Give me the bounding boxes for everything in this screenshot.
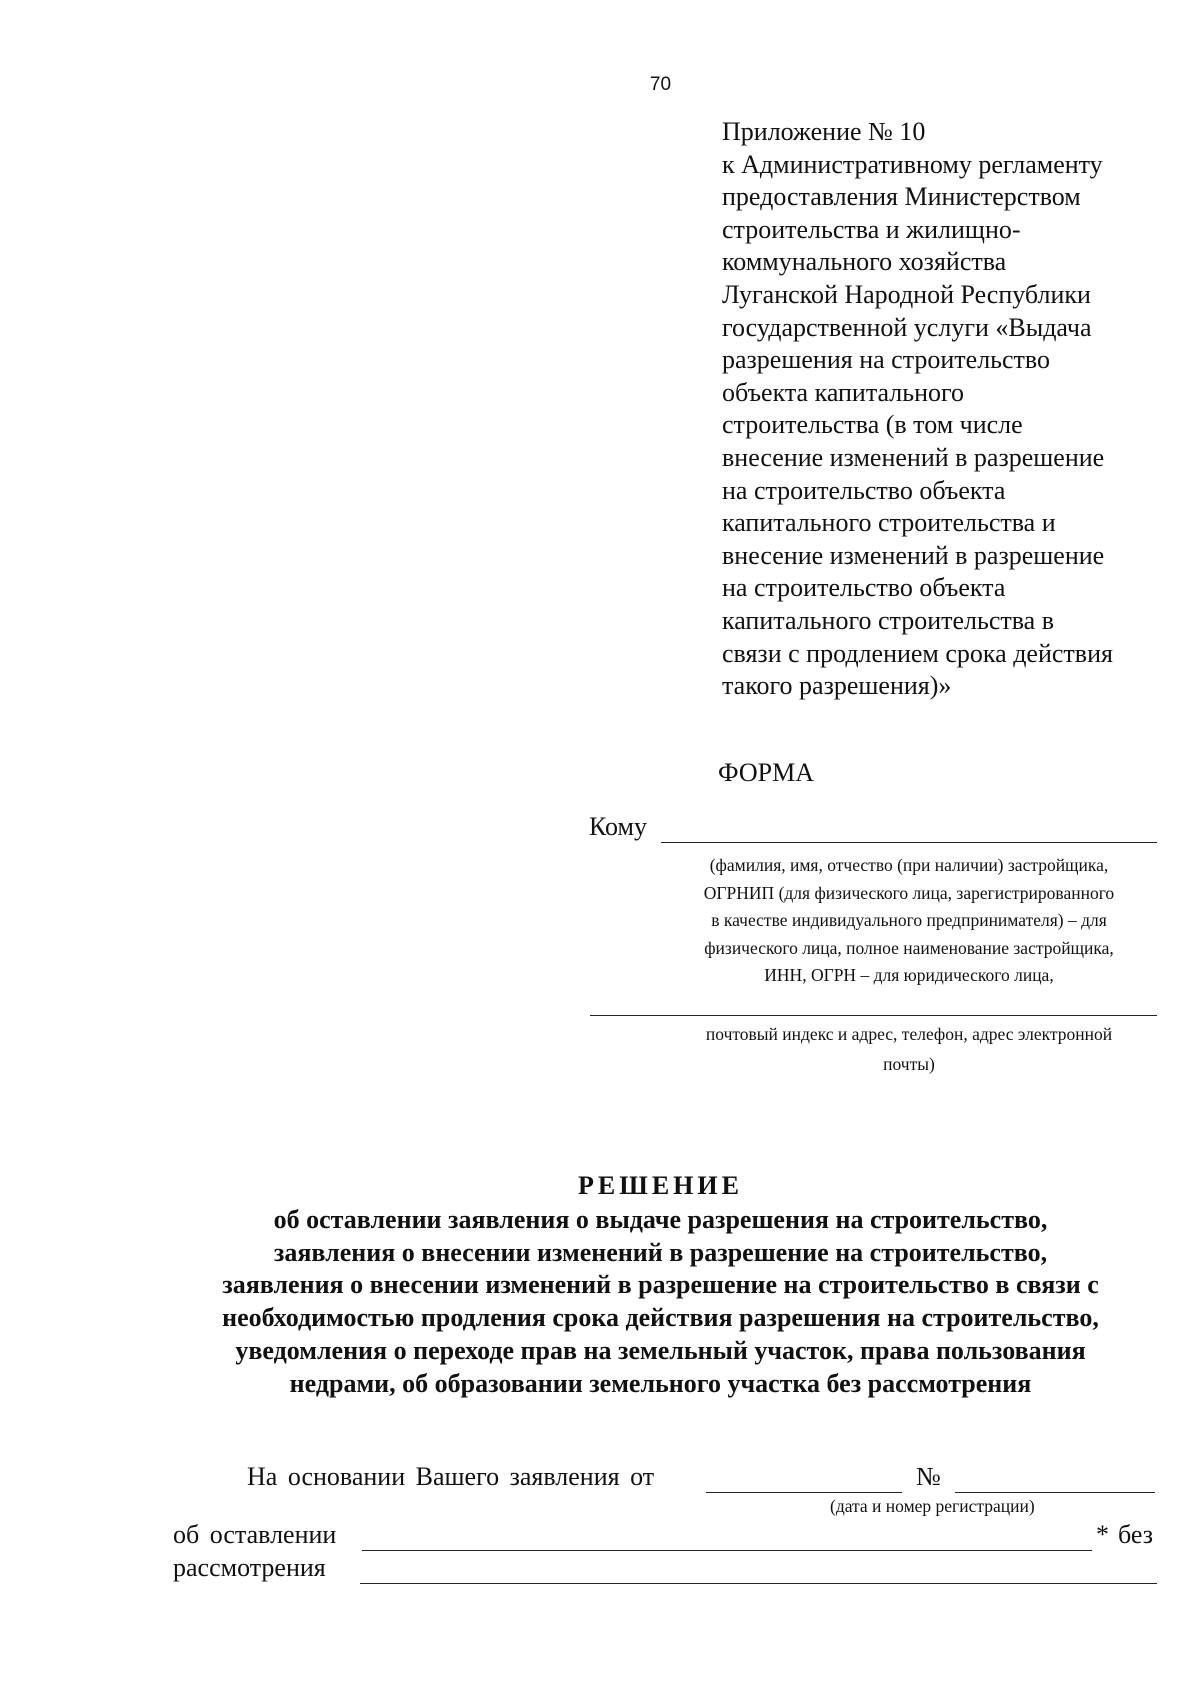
appendix-line: капитального строительства в (722, 605, 1054, 635)
appendix-line: коммунального хозяйства (722, 247, 1007, 277)
appendix-line: капитального строительства и (722, 508, 1056, 538)
page-number: 70 (649, 74, 672, 95)
decision-title: РЕШЕНИЕ (578, 1171, 743, 1200)
recipient-hint-line: ОГРНИП (для физического лица, зарегистрированного (703, 882, 1115, 903)
decision-subtitle-line: необходимостью продления срока действия разрешения на строительство, (222, 1303, 1099, 1333)
appendix-line: государственной услуги «Выдача (722, 312, 1092, 342)
appendix-line: связи с продлением срока действия (722, 638, 1113, 668)
address-hint-line: почты) (883, 1054, 935, 1074)
address-field-line[interactable] (590, 1015, 1157, 1016)
appendix-line: такого разрешения)» (722, 671, 952, 701)
without-label: без (1118, 1520, 1154, 1549)
leave-label: об оставлении (173, 1520, 337, 1549)
review-reason-field[interactable] (360, 1583, 1157, 1584)
recipient-hint-line: физического лица, полное наименование застройщика, (704, 937, 1114, 958)
address-hint (655, 1019, 1163, 1079)
appendix-line: внесение изменений в разрешение (722, 540, 1105, 570)
decision-subtitle-line: заявления о внесении изменений в разрешение на строительство в связи с (222, 1270, 1099, 1300)
application-date-field[interactable] (706, 1492, 902, 1493)
review-label: рассмотрения (173, 1553, 326, 1582)
form-label: ФОРМА (718, 758, 814, 787)
appendix-line: Приложение № 10 (722, 117, 926, 146)
number-sign: № (916, 1462, 941, 1491)
appendix-line: внесение изменений в разрешение (722, 442, 1105, 472)
basis-text: На основании Вашего заявления от (247, 1462, 655, 1491)
decision-subtitle (0, 1204, 1200, 1400)
appendix-line: строительства (в том числе (722, 410, 1023, 440)
appendix-line: на строительство объекта (722, 475, 1006, 505)
appendix-line: разрешения на строительство (722, 345, 1051, 375)
recipient-label: Кому (589, 812, 648, 841)
appendix-line: на строительство объекта (722, 573, 1006, 603)
appendix-line: Луганской Народной Республики (722, 279, 1091, 309)
date-number-hint: (дата и номер регистрации) (830, 1496, 1035, 1516)
appendix-line: к Административному регламенту (722, 149, 1103, 179)
recipient-hint-line: (фамилия, имя, отчество (при наличии) застройщика, (709, 855, 1109, 875)
address-hint-line: почтовый индекс и адрес, телефон, адрес электронной (705, 1024, 1113, 1044)
appendix-line: предоставления Министерством (722, 182, 1081, 212)
decision-subtitle-line: заявления о внесении изменений в разрешение на строительство, (273, 1237, 1048, 1267)
appendix-block (722, 116, 1192, 703)
decision-subtitle-line: об оставлении заявления о выдаче разрешения на строительство, (273, 1205, 1048, 1234)
application-number-field[interactable] (955, 1492, 1155, 1493)
appendix-line: строительства и жилищно- (722, 214, 1021, 244)
recipient-hint-line: ИНН, ОГРН – для юридического лица, (764, 965, 1054, 985)
appendix-line: объекта капитального (722, 377, 965, 407)
decision-subtitle-line: недрами, об образовании земельного участка без рассмотрения (289, 1368, 1032, 1398)
leave-subject-field[interactable] (362, 1550, 1092, 1551)
decision-subtitle-line: уведомления о переходе прав на земельный участок, права пользования (235, 1335, 1086, 1365)
recipient-hint (655, 852, 1163, 990)
recipient-field-line[interactable] (661, 842, 1157, 843)
asterisk-mark: * (1096, 1520, 1109, 1549)
recipient-hint-line: в качестве индивидуального предпринимателя) – для (711, 910, 1107, 930)
